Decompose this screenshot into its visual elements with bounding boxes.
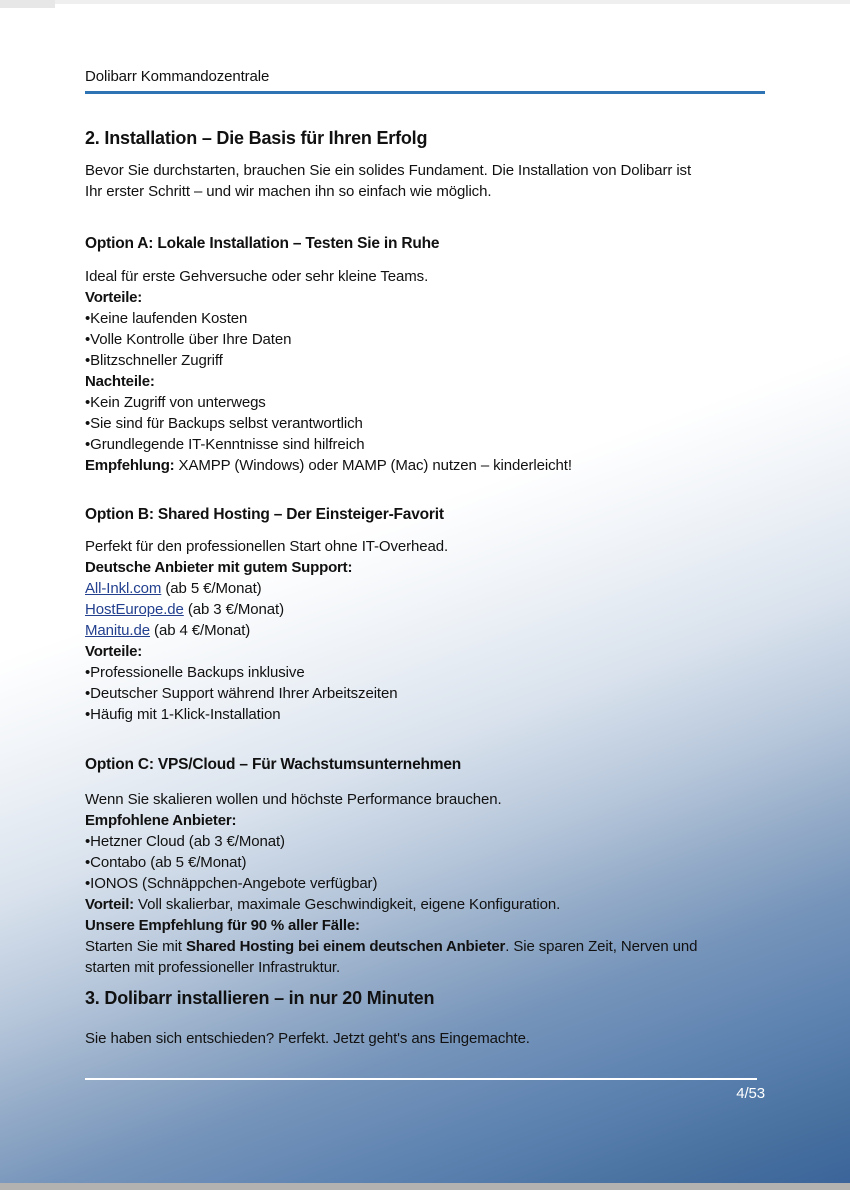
final-recommendation-line2: starten mit professioneller Infrastruktur.	[85, 959, 341, 976]
option-b-providers-label	[85, 557, 765, 578]
list-item: •Blitzschneller Zugriff	[85, 352, 223, 369]
advantage-text: Voll skalierbar, maximale Geschwindigkeit, eigene Konfiguration.	[133, 896, 561, 913]
provider-line	[85, 620, 765, 641]
provider-price: (ab 3 €/Monat)	[183, 601, 284, 618]
final-recommendation-label	[85, 915, 765, 936]
option-c-providers-label	[85, 810, 765, 831]
paragraph-line: Ihr erster Schritt – und wir machen ihn so einfach wie möglich.	[85, 183, 492, 200]
option-a-recommendation	[85, 455, 765, 476]
option-c-advantage	[85, 894, 765, 915]
provider-line	[85, 578, 765, 599]
chapter-title-installieren: 3. Dolibarr installieren – in nur 20 Minuten	[85, 988, 435, 1008]
intro-paragraph	[85, 160, 765, 202]
list-item: •Grundlegende IT-Kenntnisse sind hilfreich	[85, 436, 365, 453]
list-item: •Professionelle Backups inklusive	[85, 664, 305, 681]
recommendation-text: XAMPP (Windows) oder MAMP (Mac) nutzen – kinderleicht!	[174, 457, 572, 474]
option-c-lead: Wenn Sie skalieren wollen und höchste Performance brauchen.	[85, 791, 502, 808]
section-title-option-a: Option A: Lokale Installation – Testen Sie in Ruhe	[85, 235, 440, 252]
provider-price: (ab 4 €/Monat)	[149, 622, 251, 639]
bold-label: Vorteil:	[85, 896, 134, 913]
bold-label: Vorteile:	[85, 643, 143, 660]
list-item: •Contabo (ab 5 €/Monat)	[85, 854, 247, 871]
link-hosteurope[interactable]: HostEurope.de	[85, 601, 184, 618]
list-item: •Volle Kontrolle über Ihre Daten	[85, 331, 292, 348]
page-number: 4/53	[736, 1085, 765, 1102]
bold-label: Deutsche Anbieter mit gutem Support:	[85, 559, 353, 576]
bold-label: Nachteile:	[85, 373, 155, 390]
page-header-title: Dolibarr Kommandozentrale	[85, 68, 270, 85]
list-item: •Keine laufenden Kosten	[85, 310, 248, 327]
list-item: •Sie sind für Backups selbst verantwortlich	[85, 415, 363, 432]
text-segment: . Sie sparen Zeit, Nerven und	[505, 938, 698, 955]
link-all-inkl[interactable]: All-Inkl.com	[85, 580, 162, 597]
list-item: •IONOS (Schnäppchen-Angebote verfügbar)	[85, 875, 378, 892]
top-left-corner-artifact	[0, 0, 55, 8]
header-rule	[85, 91, 765, 94]
option-b-lead: Perfekt für den professionellen Start ohne IT-Overhead.	[85, 538, 449, 555]
bold-label: Vorteile:	[85, 289, 143, 306]
footer-rule	[85, 1078, 757, 1080]
bold-segment: Shared Hosting bei einem deutschen Anbieter	[185, 938, 506, 955]
paragraph-line: Bevor Sie durchstarten, brauchen Sie ein solides Fundament. Die Installation von Dolibarr ist	[85, 162, 692, 179]
page-content	[85, 0, 765, 1104]
section-title-option-c: Option C: VPS/Cloud – Für Wachstumsunternehmen	[85, 756, 462, 773]
provider-line	[85, 599, 765, 620]
link-manitu[interactable]: Manitu.de	[85, 622, 150, 639]
bold-label: Empfehlung:	[85, 457, 175, 474]
text-segment: Starten Sie mit	[85, 938, 186, 955]
bold-label: Empfohlene Anbieter:	[85, 812, 237, 829]
list-item: •Deutscher Support während Ihrer Arbeitszeiten	[85, 685, 398, 702]
option-a-lead: Ideal für erste Gehversuche oder sehr kleine Teams.	[85, 268, 429, 285]
chapter-title-installation: 2. Installation – Die Basis für Ihren Erfolg	[85, 128, 428, 148]
list-item: •Häufig mit 1-Klick-Installation	[85, 706, 281, 723]
bottom-edge-strip	[0, 1183, 850, 1190]
bold-label: Unsere Empfehlung für 90 % aller Fälle:	[85, 917, 360, 934]
section-title-option-b: Option B: Shared Hosting – Der Einsteiger-Favorit	[85, 506, 444, 523]
option-a-pros-label	[85, 287, 765, 308]
section3-intro: Sie haben sich entschieden? Perfekt. Jetzt geht's ans Eingemachte.	[85, 1030, 530, 1047]
list-item: •Kein Zugriff von unterwegs	[85, 394, 266, 411]
list-item: •Hetzner Cloud (ab 3 €/Monat)	[85, 833, 285, 850]
option-b-pros-label	[85, 641, 765, 662]
provider-price: (ab 5 €/Monat)	[161, 580, 262, 597]
option-a-cons-label	[85, 371, 765, 392]
final-recommendation-line1	[85, 936, 765, 957]
